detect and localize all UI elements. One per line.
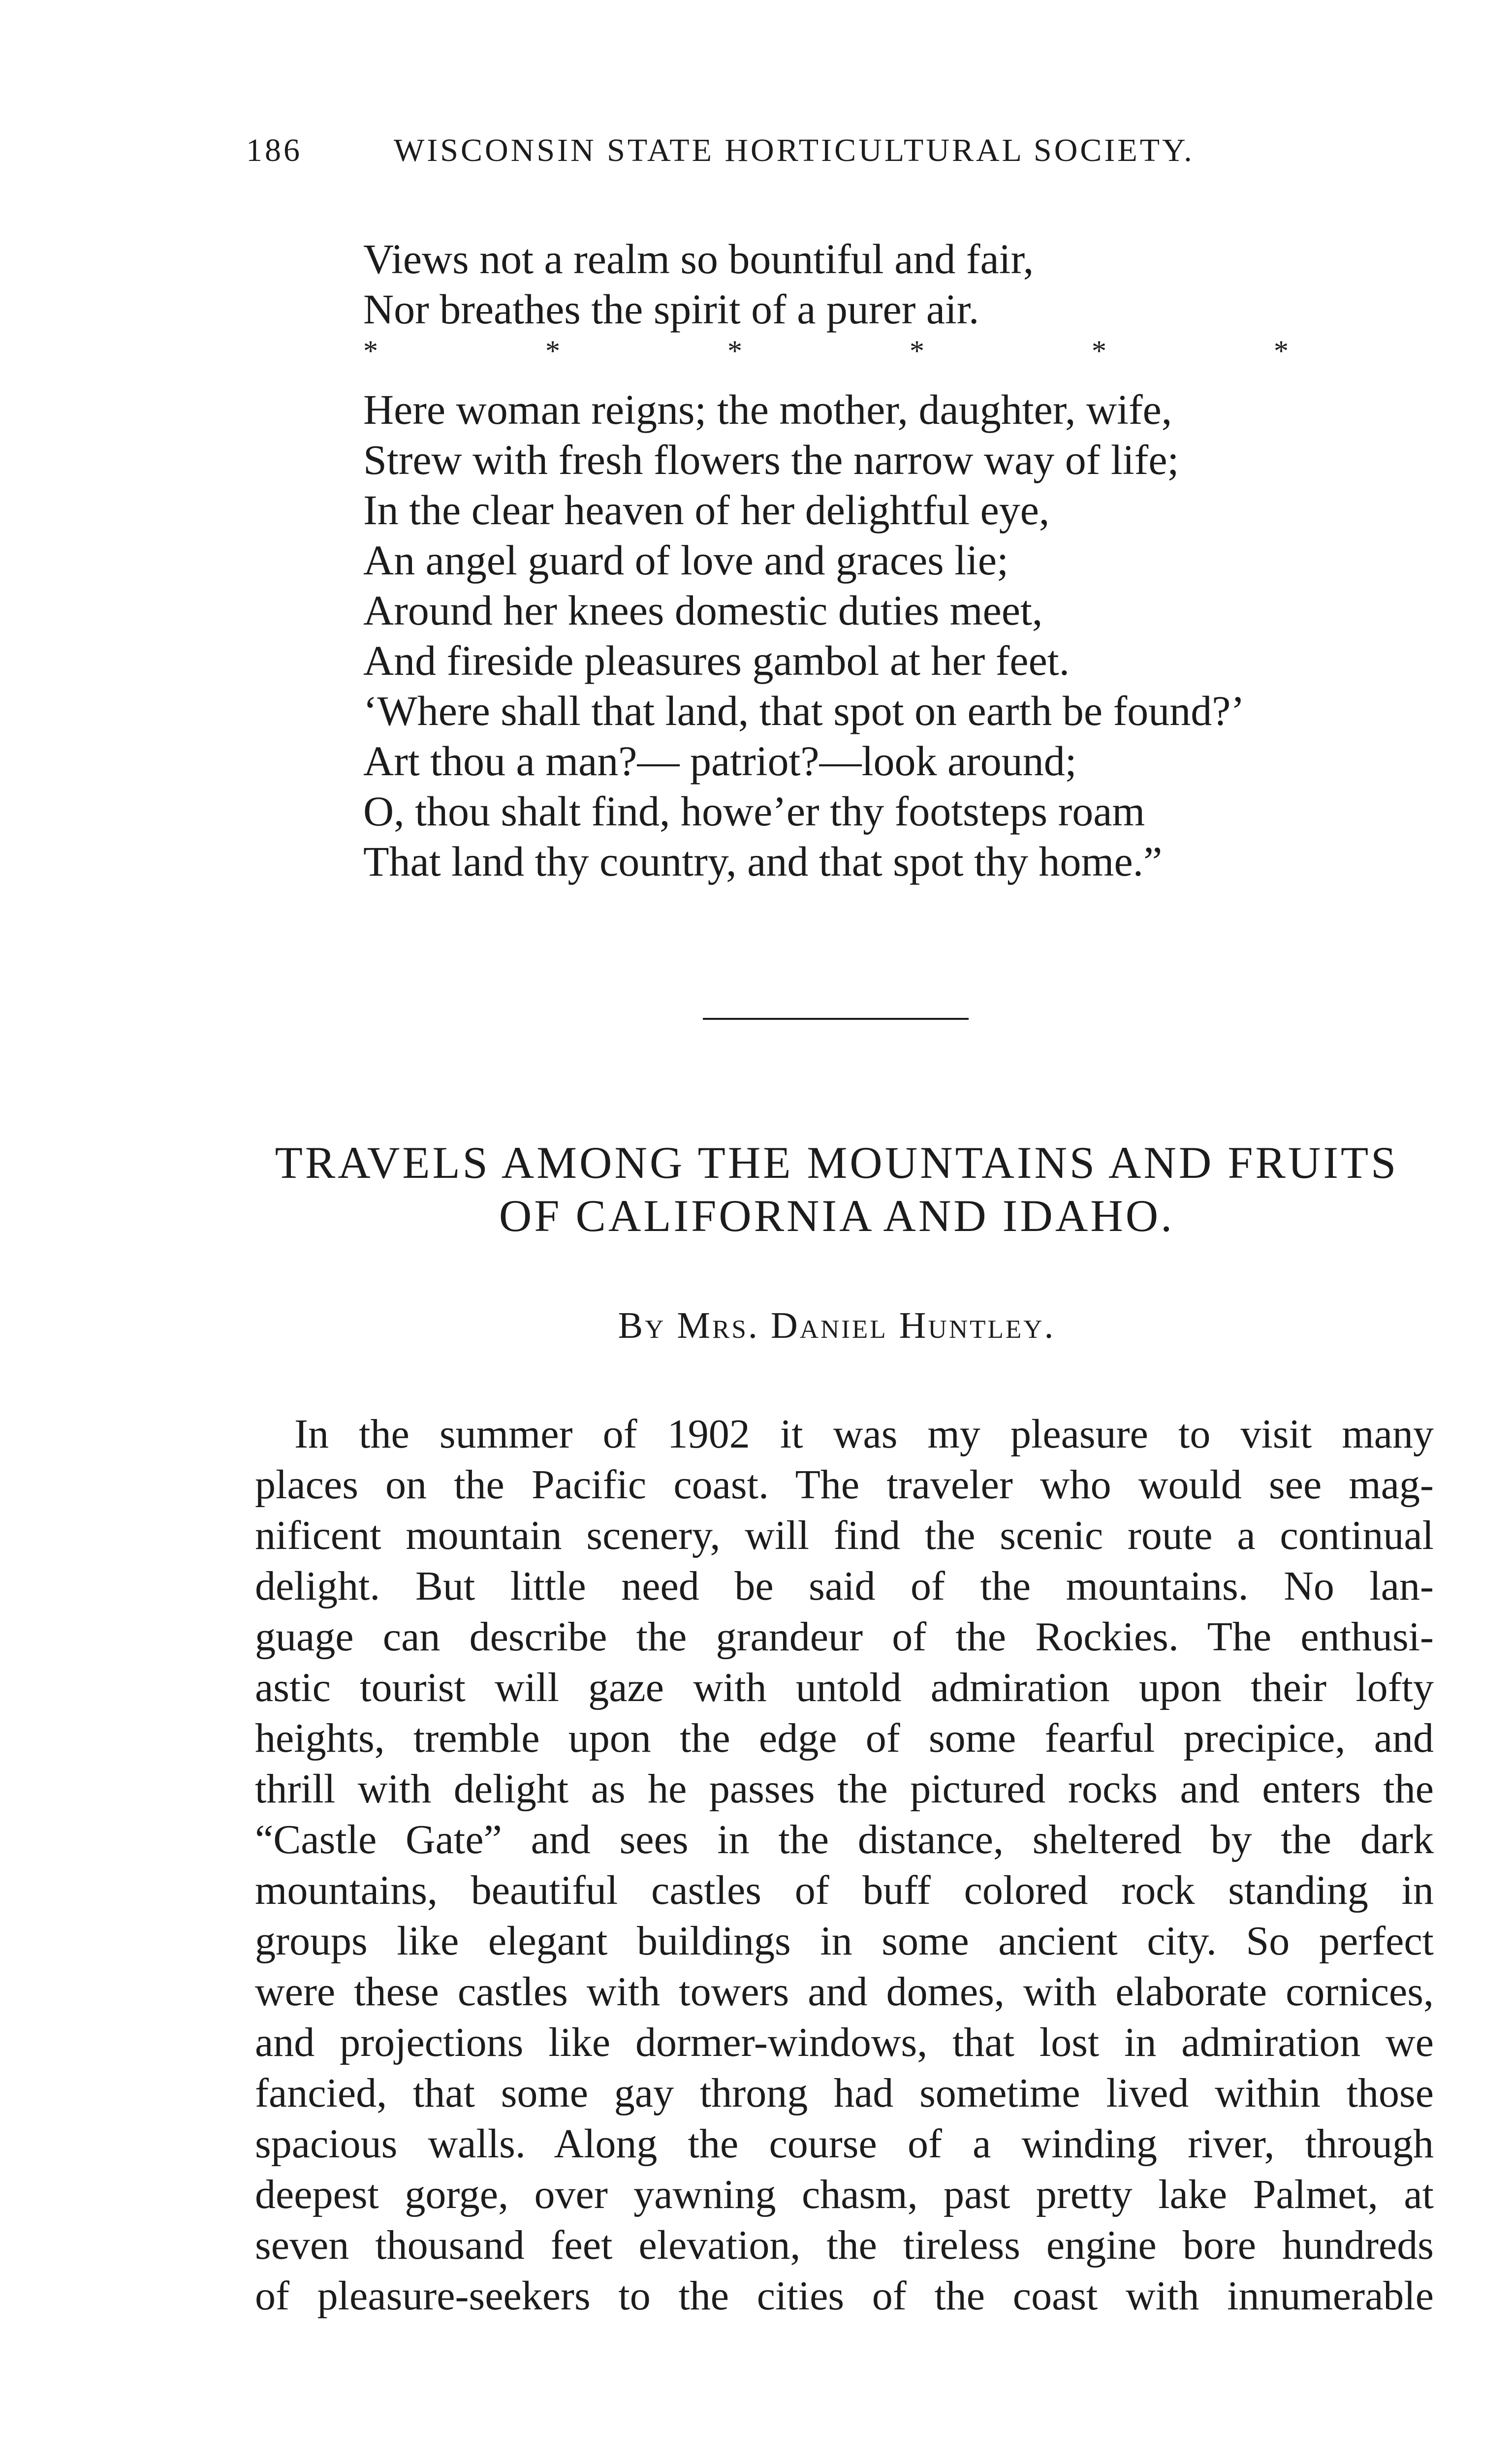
body-line: fancied, that some gay throng had sometime lived within those	[255, 2070, 1434, 2116]
poem-line: An angel guard of love and graces lie;	[363, 536, 1008, 584]
poem-line: O, thou shalt find, howe’er thy footsteps roam	[363, 788, 1145, 835]
body-line: of pleasure-seekers to the cities of the coast with innumerable	[255, 2273, 1434, 2319]
body-line: thrill with delight as he passes the pictured rocks and enters the	[255, 1766, 1434, 1812]
poem-line: And fireside pleasures gambol at her feet.	[363, 637, 1070, 684]
poem-line: Here woman reigns; the mother, daughter, wife,	[363, 386, 1172, 433]
poem-excerpt	[363, 234, 1397, 886]
body-line: were these castles with towers and domes, with elaborate cornices,	[255, 1969, 1434, 2015]
poem-line: Strew with fresh flowers the narrow way of life;	[363, 436, 1179, 483]
body-line: mountains, beautiful castles of buff colored rock standing in	[255, 1867, 1434, 1913]
body-line: places on the Pacific coast. The traveler who would see mag-	[255, 1462, 1434, 1508]
asterisk: *	[910, 335, 924, 367]
body-line: deepest gorge, over yawning chasm, past pretty lake Palmet, at	[255, 2172, 1434, 2217]
asterisk: *	[1092, 335, 1106, 367]
body-line: nificent mountain scenery, will find the scenic route a continual	[255, 1513, 1434, 1558]
section-divider-rule	[703, 1018, 969, 1020]
body-line: delight. But little need be said of the mountains. No lan-	[255, 1563, 1434, 1609]
body-line: guage can describe the grandeur of the Rockies. The enthusi-	[255, 1614, 1434, 1660]
body-line: seven thousand feet elevation, the tireless engine bore hundreds	[255, 2222, 1434, 2268]
asterisk: *	[1274, 335, 1289, 367]
body-line: “Castle Gate” and sees in the distance, sheltered by the dark	[255, 1817, 1434, 1862]
article-title-line: OF CALIFORNIA AND IDAHO.	[499, 1191, 1175, 1241]
body-line: heights, tremble upon the edge of some fearful precipice, and	[255, 1715, 1434, 1761]
running-title: WISCONSIN STATE HORTICULTURAL SOCIETY.	[394, 132, 1195, 168]
running-header	[246, 132, 1294, 176]
poem-line: ‘Where shall that land, that spot on earth be found?’	[363, 687, 1245, 734]
poem-line: Views not a realm so bountiful and fair,	[363, 235, 1034, 283]
asterisk: *	[363, 335, 378, 367]
article-title	[231, 1136, 1442, 1242]
article-title-line: TRAVELS AMONG THE MOUNTAINS AND FRUITS	[275, 1137, 1399, 1188]
body-line: groups like elegant buildings in some ancient city. So perfect	[255, 1918, 1434, 1964]
body-line: and projections like dormer-windows, that lost in admiration we	[255, 2019, 1434, 2065]
poem-line: Art thou a man?— patriot?—look around;	[363, 737, 1077, 785]
poem-line: Nor breathes the spirit of a purer air.	[363, 285, 979, 333]
article-body	[255, 1409, 1434, 2321]
page-number: 186	[246, 132, 302, 168]
body-line: In the summer of 1902 it was my pleasure to visit many	[294, 1411, 1434, 1457]
asterisk-break	[363, 334, 1289, 384]
poem-line: In the clear heaven of her delightful eye,	[363, 486, 1050, 534]
poem-line: That land thy country, and that spot thy home.”	[363, 838, 1163, 885]
poem-line: Around her knees domestic duties meet,	[363, 587, 1043, 634]
asterisk: *	[727, 335, 742, 367]
asterisk: *	[545, 335, 560, 367]
body-line: spacious walls. Along the course of a winding river, through	[255, 2121, 1434, 2167]
author-byline: By Mrs. Daniel Huntley.	[618, 1305, 1056, 1346]
body-line: astic tourist will gaze with untold admiration upon their lofty	[255, 1665, 1434, 1710]
